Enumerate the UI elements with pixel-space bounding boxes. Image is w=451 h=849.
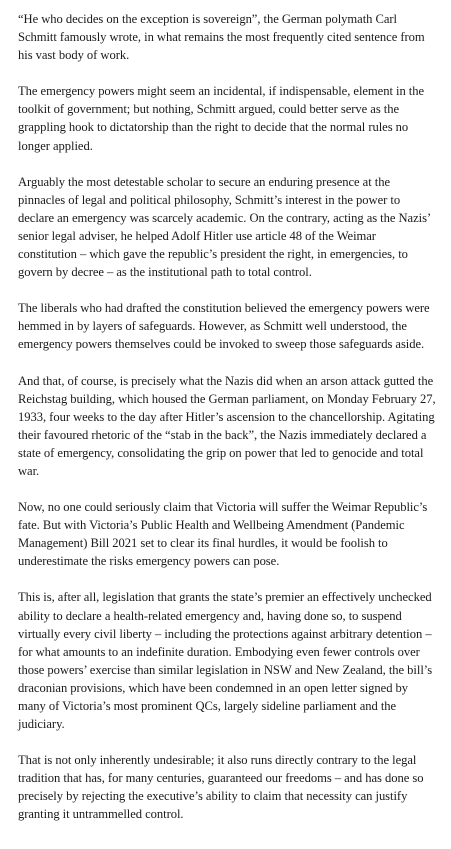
paragraph-4: The liberals who had drafted the constitution believed the emergency powers were hemmed in by layers of safeguards. However, as Schmitt well understood, the emergency powers themselves could be invoked to sweep those safeguards aside. [18, 301, 430, 352]
paragraph-1: “He who decides on the exception is sovereign”, the German polymath Carl Schmitt famously wrote, in what remains the most frequently cited sentence from his vast body of work. [18, 12, 425, 63]
paragraph-8: That is not only inherently undesirable; it also runs directly contrary to the legal tradition that has, for many centuries, guaranteed our freedoms – and has done so precisely by rejecting the executive’s ability to claim that necessity can justify granting it untrammelled control. [18, 753, 424, 822]
paragraph-5: And that, of course, is precisely what the Nazis did when an arson attack gutted the Reichstag building, which housed the German parliament, on Monday February 27, 1933, four weeks to the day after Hitler’s ascension to the chancellorship. Agitating their favoured rhetoric of the “stab in the back”, the Nazis immediately declared a state of emergency, consolidating the grip on power that led to genocide and total war. [18, 373, 436, 478]
paragraph-2: The emergency powers might seem an incidental, if indispensable, element in the toolkit of government; but nothing, Schmitt argued, could better serve as the grappling hook to dictatorship than the right to decide that the normal rules no longer applied. [18, 84, 425, 153]
paragraph-6: Now, no one could seriously claim that Victoria will suffer the Weimar Republic’s fate. But with Victoria’s Public Health and Wellbeing Amendment (Pandemic Management) Bill 2021 set to clear its final hurdles, it would be foolish to underestimate the risks emergency powers can pose. [18, 500, 428, 569]
paragraph-7: This is, after all, legislation that grants the state’s premier an effectively unchecked ability to declare a health-related emergency and, having done so, to suspend virtually every civil liberty – including the protections against arbitrary detention – for what amounts to an indefinite duration. Embodying even fewer controls over those powers’ exercise than similar legislation in NSW and New Zealand, the bill’s draconian provisions, which have been condemned in an open letter signed by many of Victoria’s most prominent QCs, largely sideline parliament and the judiciary. [18, 590, 433, 732]
paragraph-3: Arguably the most detestable scholar to secure an enduring presence at the pinnacles of legal and political philosophy, Schmitt’s interest in the power to declare an emergency was scarcely academic. On the contrary, acting as the Nazis’ senior legal adviser, he helped Adolf Hitler use article 48 of the Weimar constitution – which gave the republic’s president the right, in emergencies, to govern by decree – as the institutional path to total control. [18, 174, 431, 280]
